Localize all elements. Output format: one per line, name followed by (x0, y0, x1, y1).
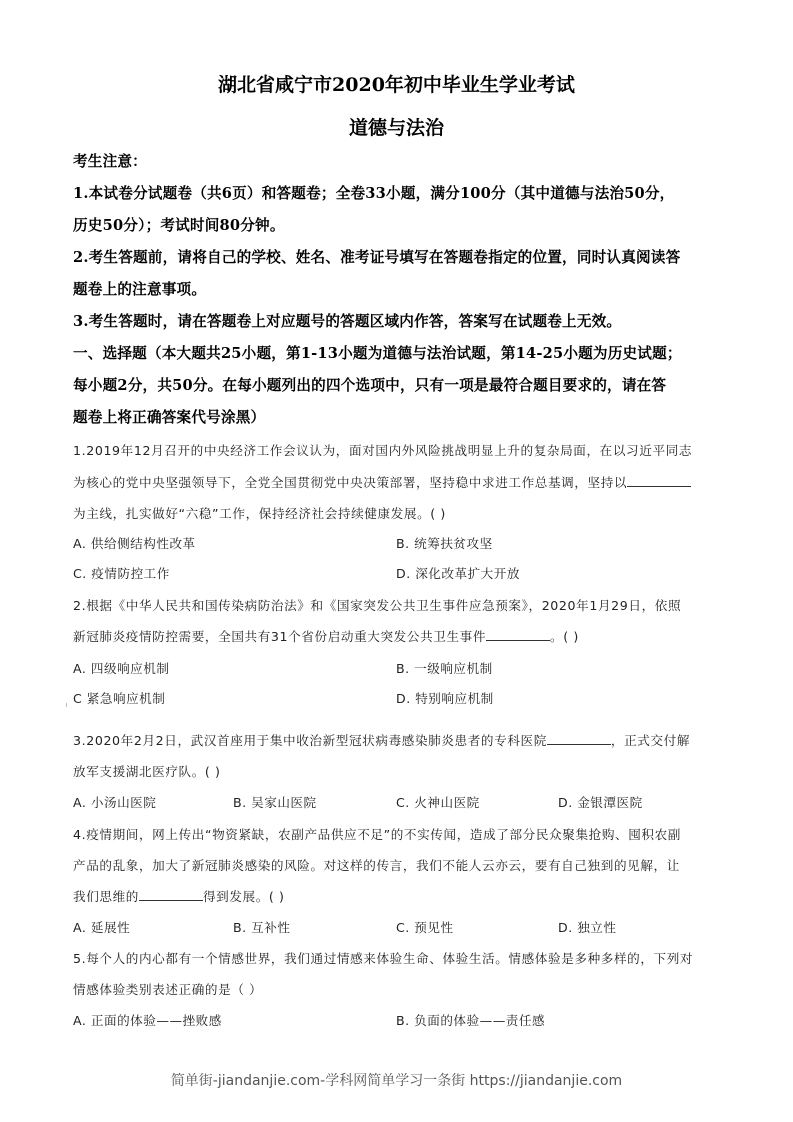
question-text-segment: 。( ) (550, 629, 579, 644)
question-1-text: 1.2019年12月召开的中央经济工作会议认为，面对国内外风险挑战明显上升的复杂局面，在以习近平同志 (73, 443, 693, 458)
answer-blank (547, 743, 611, 745)
section-heading: 题卷上将正确答案代号涂黑） (73, 409, 266, 426)
question-1-option-c: C. 疫情防控工作 (73, 566, 170, 581)
question-text-segment: 新冠肺炎疫情防控需要，全国共有31个省份启动重大突发公共卫生事件 (73, 629, 487, 644)
question-2-option-a: A. 四级响应机制 (73, 661, 170, 676)
watermark-footer: 简单街-jiandanjie.com-学科网简单学习一条街 https://jiandanjie.com (170, 1073, 623, 1089)
question-text-segment: 我们思维的 (73, 889, 139, 904)
question-3-option-c: C. 火神山医院 (396, 795, 480, 810)
question-1-option-a: A. 供给侧结构性改革 (73, 536, 196, 551)
question-1-option-b: B. 统筹扶贫攻坚 (396, 536, 493, 551)
question-text-segment: ，正式交付解 (610, 733, 691, 748)
question-text-segment: 3.2020年2月2日，武汉首座用于集中收治新型冠状病毒感染肺炎患者的专科医院 (73, 733, 547, 748)
question-5-text: 5.每个人的内心都有一个情感世界，我们通过情感来体验生命、体验生活。情感体验是多种多样的，下列对 (73, 951, 694, 966)
exam-subject: 道德与法治 (348, 117, 444, 139)
question-5-text: 情感体验类别表述正确的是（ ） (73, 982, 263, 997)
question-4-text: 4.疫情期间，网上传出“物资紧缺，农副产品供应不足”的不实传闻，造成了部分民众聚集抢购、囤积农副 (73, 827, 681, 842)
question-5-option-b: B. 负面的体验——责任感 (396, 1013, 546, 1028)
question-3-option-b: B. 吴家山医院 (233, 795, 317, 810)
exam-title: 湖北省咸宁市2020年初中毕业生学业考试 (218, 74, 575, 96)
question-3-option-a: A. 小汤山医院 (73, 795, 157, 810)
question-1-option-d: D. 深化改革扩大开放 (396, 566, 520, 581)
answer-blank (139, 899, 203, 901)
notice-line: 历史50分）；考试时间80分钟。 (73, 217, 285, 234)
notice-line: 1.本试卷分试题卷（共6页）和答题卷；全卷33小题，满分100分（其中道德与法治50分， (73, 185, 675, 202)
notice-heading: 考生注意： (73, 153, 147, 170)
question-5-option-a: A. 正面的体验——挫败感 (73, 1013, 222, 1028)
question-2-option-c: C 紧急响应机制 (73, 691, 166, 706)
question-2-text (73, 626, 579, 645)
question-3-text: 放军支援湖北医疗队。( ) (73, 764, 221, 779)
question-4-text: 产品的乱象，加大了新冠肺炎感染的风险。对这样的传言，我们不能人云亦云，要有自己独到的见解，让 (73, 858, 680, 873)
answer-blank (486, 639, 550, 641)
notice-line: 2.考生答题前，请将自己的学校、姓名、准考证号填写在答题卷指定的位置，同时认真阅读答 (73, 249, 681, 266)
section-heading: 每小题2分，共50分。在每小题列出的四个选项中，只有一项是最符合题目要求的，请在答 (73, 377, 667, 394)
question-text-segment: 得到发展。( ) (202, 889, 285, 904)
notice-line: 3.考生答题时，请在答题卷上对应题号的答题区域内作答，答案写在试题卷上无效。 (73, 313, 622, 330)
answer-blank (627, 485, 691, 487)
question-2-option-b: B. 一级响应机制 (396, 661, 493, 676)
question-2-text: 2.根据《中华人民共和国传染病防治法》和《国家突发公共卫生事件应急预案》，2020年1月29日，依照 (73, 598, 682, 613)
question-4-option-c: C. 预见性 (396, 920, 454, 935)
question-2-option-d: D. 特别响应机制 (396, 691, 494, 706)
question-text-segment: 为核心的党中央坚强领导下，全党全国贯彻党中央决策部署，坚持稳中求进工作总基调，坚持以 (73, 475, 628, 490)
question-4-option-b: B. 互补性 (233, 920, 291, 935)
question-3-text (73, 730, 690, 749)
notice-line: 题卷上的注意事项。 (73, 281, 207, 298)
question-4-text (73, 886, 285, 905)
question-4-option-a: A. 延展性 (73, 920, 131, 935)
question-1-text: 为主线，扎实做好“六稳”工作，保持经济社会持续健康发展。( ) (73, 506, 446, 521)
question-1-text (73, 472, 691, 491)
question-4-option-d: D. 独立性 (558, 920, 617, 935)
question-3-option-d: D. 金银潭医院 (558, 795, 643, 810)
stray-mark (66, 703, 67, 707)
section-heading: 一、选择题（本大题共25小题，第1-13小题为道德与法治试题，第14-25小题为历史试题； (73, 345, 682, 362)
